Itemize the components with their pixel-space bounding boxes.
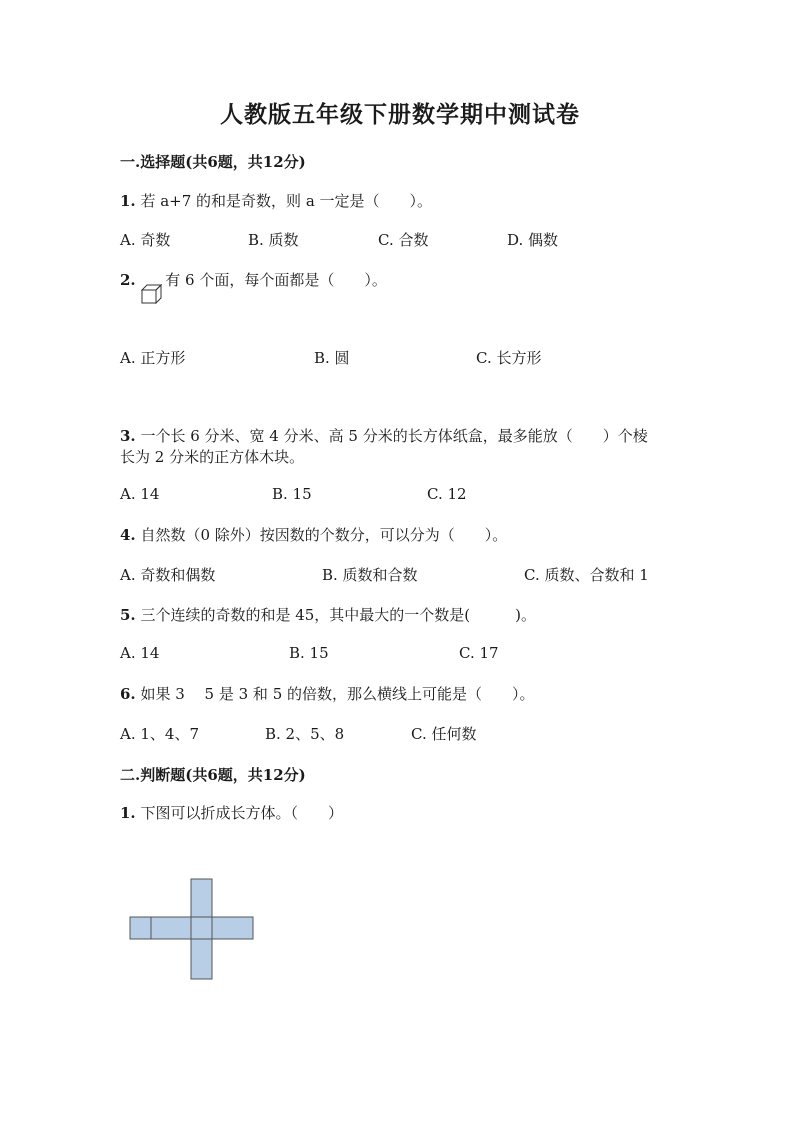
question-number: 2. (120, 271, 136, 289)
option-c: C. 质数、合数和 1 (524, 566, 649, 584)
question-3 (120, 425, 648, 446)
net-bottom-face (191, 939, 212, 979)
net-right-face (212, 917, 253, 939)
option-c: C. 12 (427, 485, 467, 503)
option-c: C. 17 (459, 644, 499, 662)
option-d: D. 偶数 (507, 231, 559, 249)
net-left-end-face (130, 917, 151, 939)
page-title: 人教版五年级下册数学期中测试卷 (220, 101, 580, 128)
option-b: B. 15 (289, 644, 329, 662)
section-heading-judge: 二.判断题(共6题，共12分) (120, 766, 306, 784)
question-number: 3. (120, 427, 136, 445)
section-heading-choice: 一.选择题(共6题，共12分) (120, 153, 306, 171)
option-a: A. 奇数 (120, 231, 171, 249)
question-number: 4. (120, 526, 136, 544)
question-number: 6. (120, 685, 136, 703)
question-1 (120, 190, 432, 211)
option-a: A. 1、4、7 (120, 725, 199, 743)
judge-question-1 (120, 802, 343, 823)
option-b: B. 15 (272, 485, 312, 503)
question-3-line2: 长为 2 分米的正方体木块。 (120, 448, 305, 466)
question-text-line1: 一个长 6 分米、宽 4 分米、高 5 分米的长方体纸盒，最多能放（ ）个棱 (140, 427, 648, 445)
question-6 (120, 683, 535, 704)
question-number: 1. (120, 192, 136, 210)
question-text: 若 a+7 的和是奇数，则 a 一定是（ ）。 (140, 192, 433, 210)
option-b: B. 质数和合数 (322, 566, 418, 584)
option-c: C. 合数 (378, 231, 429, 249)
option-b: B. 圆 (314, 349, 350, 367)
question-number: 5. (120, 606, 136, 624)
option-a: A. 正方形 (120, 349, 186, 367)
net-left-face (151, 917, 191, 939)
option-a: A. 奇数和偶数 (120, 566, 216, 584)
option-a: A. 14 (120, 485, 160, 503)
option-c: C. 任何数 (411, 725, 477, 743)
net-center-face (191, 917, 212, 939)
cube-icon (141, 284, 163, 304)
box-net-figure (128, 877, 256, 981)
question-4 (120, 524, 507, 545)
option-c: C. 长方形 (476, 349, 542, 367)
question-text: 下图可以折成长方体。（ ） (140, 804, 343, 822)
question-text: 三个连续的奇数的和是 45，其中最大的一个数是( )。 (140, 606, 537, 624)
net-top-face (191, 879, 212, 917)
option-b: B. 2、5、8 (265, 725, 345, 743)
question-text: 如果 3 5 是 3 和 5 的倍数，那么横线上可能是（ ）。 (140, 685, 535, 703)
option-b: B. 质数 (248, 231, 299, 249)
question-number: 1. (120, 804, 136, 822)
option-a: A. 14 (120, 644, 160, 662)
question-text: 有 6 个面，每个面都是（ ）。 (165, 271, 387, 289)
question-5 (120, 604, 536, 625)
question-text: 自然数（0 除外）按因数的个数分，可以分为（ ）。 (140, 526, 508, 544)
